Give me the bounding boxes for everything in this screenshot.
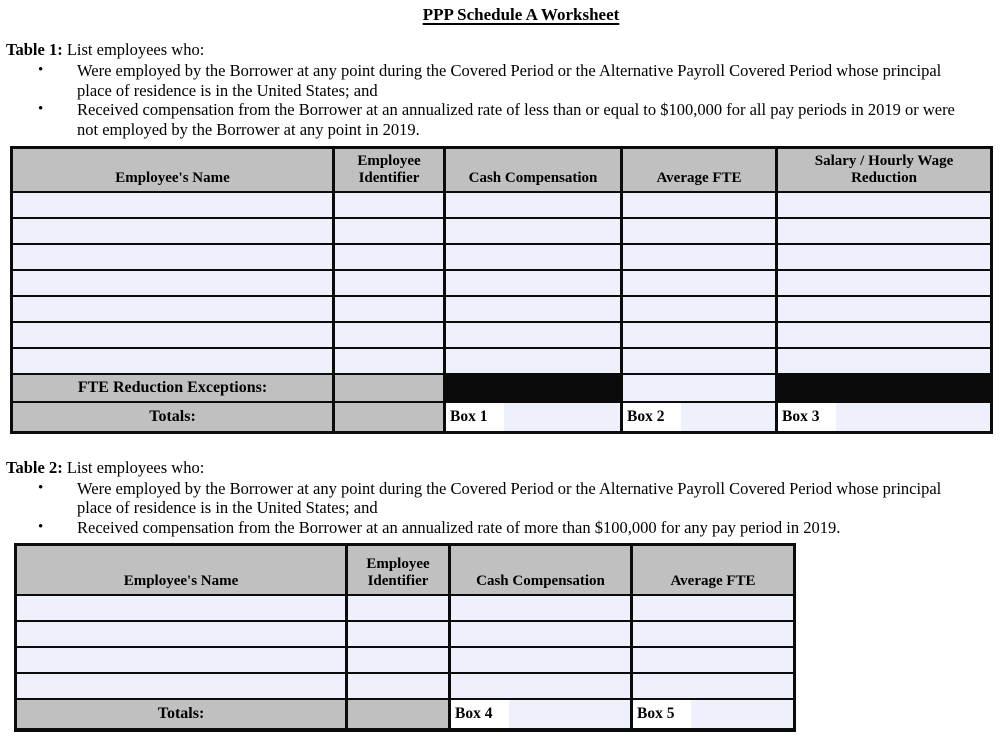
box1-total-field[interactable] bbox=[445, 402, 622, 433]
cash-compensation-field[interactable] bbox=[445, 296, 622, 322]
fte-exceptions-average-fte-field[interactable] bbox=[622, 374, 777, 402]
employee-name-field[interactable] bbox=[12, 348, 334, 374]
bullet-text: Were employed by the Borrower at any point during the Covered Period or the Alternative Payroll Covered Period whose principal place of residence is in the United States; and bbox=[77, 478, 942, 517]
page-title-text: PPP Schedule A Worksheet bbox=[422, 5, 620, 24]
employee-identifier-field[interactable] bbox=[347, 673, 450, 699]
table1-heading bbox=[6, 40, 1000, 59]
table1-bullet-2 bbox=[38, 100, 968, 139]
employee-name-field[interactable] bbox=[12, 244, 334, 270]
cash-compensation-field[interactable] bbox=[445, 218, 622, 244]
box3-total-field[interactable] bbox=[777, 402, 992, 433]
wage-reduction-field[interactable] bbox=[777, 296, 992, 322]
table1-fte-exceptions-row bbox=[12, 374, 992, 402]
page-title bbox=[42, 0, 1000, 25]
employee-name-field[interactable] bbox=[12, 192, 334, 218]
wage-reduction-field[interactable] bbox=[777, 270, 992, 296]
box5-label: Box 5 bbox=[633, 700, 691, 728]
employee-identifier-field[interactable] bbox=[334, 348, 445, 374]
table2-empty-row bbox=[16, 621, 795, 647]
wage-reduction-field[interactable] bbox=[777, 218, 992, 244]
wage-reduction-field[interactable] bbox=[777, 244, 992, 270]
table1-col-employees-name: Employee's Name bbox=[12, 148, 334, 192]
cash-compensation-field[interactable] bbox=[450, 595, 632, 621]
box2-total-field[interactable] bbox=[622, 402, 777, 433]
employee-name-field[interactable] bbox=[12, 322, 334, 348]
table2-empty-row bbox=[16, 673, 795, 699]
table1-totals-row bbox=[12, 402, 992, 433]
table1-col-cash-compensation: Cash Compensation bbox=[445, 148, 622, 192]
table2 bbox=[14, 543, 796, 732]
average-fte-field[interactable] bbox=[622, 348, 777, 374]
cash-compensation-field[interactable] bbox=[445, 270, 622, 296]
average-fte-field[interactable] bbox=[632, 673, 795, 699]
table2-col-employee-identifier: Employee Identifier bbox=[347, 545, 450, 595]
employee-name-field[interactable] bbox=[12, 270, 334, 296]
average-fte-field[interactable] bbox=[622, 192, 777, 218]
bullet-icon: • bbox=[38, 479, 44, 496]
table2-col-employees-name: Employee's Name bbox=[16, 545, 347, 595]
table1-intro: List employees who: bbox=[66, 40, 205, 59]
table1-col-average-fte: Average FTE bbox=[622, 148, 777, 192]
box5-total-field[interactable] bbox=[632, 699, 795, 730]
bullet-text: Received compensation from the Borrower at an annualized rate of less than or equal to $100,000 for all pay periods in 2019 or were not employed by the Borrower at any point in 2019. bbox=[77, 100, 955, 139]
table2-totals-label: Totals: bbox=[16, 699, 347, 730]
box4-label: Box 4 bbox=[451, 700, 509, 728]
employee-identifier-field[interactable] bbox=[334, 192, 445, 218]
table1-bullet-1 bbox=[38, 61, 968, 100]
employee-identifier-field[interactable] bbox=[347, 595, 450, 621]
table2-heading bbox=[6, 458, 1000, 477]
table1-col-wage-reduction: Salary / Hourly Wage Reduction bbox=[777, 148, 992, 192]
table1-totals-label: Totals: bbox=[12, 402, 334, 433]
table2-intro: List employees who: bbox=[66, 457, 205, 477]
table1-empty-row bbox=[12, 192, 992, 218]
table1-header-row bbox=[12, 148, 992, 192]
table2-totals-row bbox=[16, 699, 795, 730]
identifier-na-cell bbox=[347, 699, 450, 730]
table1-empty-row bbox=[12, 244, 992, 270]
wage-reduction-field[interactable] bbox=[777, 322, 992, 348]
average-fte-field[interactable] bbox=[632, 595, 795, 621]
employee-identifier-field[interactable] bbox=[347, 621, 450, 647]
wage-reduction-field[interactable] bbox=[777, 348, 992, 374]
employee-name-field[interactable] bbox=[12, 296, 334, 322]
bullet-icon: • bbox=[38, 62, 44, 78]
average-fte-field[interactable] bbox=[632, 621, 795, 647]
employee-name-field[interactable] bbox=[16, 673, 347, 699]
box4-total-field[interactable] bbox=[450, 699, 632, 730]
cash-compensation-field[interactable] bbox=[450, 621, 632, 647]
table2-bullet-2 bbox=[38, 518, 968, 538]
table1 bbox=[10, 146, 993, 434]
average-fte-field[interactable] bbox=[622, 322, 777, 348]
box1-label: Box 1 bbox=[446, 403, 504, 431]
bullet-text: Received compensation from the Borrower at an annualized rate of more than $100,000 for any pay period in 2019. bbox=[77, 517, 841, 537]
employee-name-field[interactable] bbox=[12, 218, 334, 244]
blocked-cell bbox=[445, 374, 622, 402]
employee-name-field[interactable] bbox=[16, 595, 347, 621]
wage-reduction-field[interactable] bbox=[777, 192, 992, 218]
fte-reduction-exceptions-label: FTE Reduction Exceptions: bbox=[12, 374, 334, 402]
average-fte-field[interactable] bbox=[622, 244, 777, 270]
table2-empty-row bbox=[16, 647, 795, 673]
employee-name-field[interactable] bbox=[16, 621, 347, 647]
average-fte-field[interactable] bbox=[622, 218, 777, 244]
average-fte-field[interactable] bbox=[632, 647, 795, 673]
employee-identifier-field[interactable] bbox=[334, 218, 445, 244]
table2-bullet-1 bbox=[38, 479, 968, 518]
employee-name-field[interactable] bbox=[16, 647, 347, 673]
table2-label: Table 2: bbox=[6, 457, 63, 477]
bullet-icon: • bbox=[38, 518, 44, 535]
employee-identifier-field[interactable] bbox=[347, 647, 450, 673]
table1-empty-row bbox=[12, 296, 992, 322]
table1-label: Table 1: bbox=[6, 40, 63, 59]
cash-compensation-field[interactable] bbox=[450, 673, 632, 699]
cash-compensation-field[interactable] bbox=[445, 244, 622, 270]
employee-identifier-field[interactable] bbox=[334, 322, 445, 348]
table1-empty-row bbox=[12, 348, 992, 374]
average-fte-field[interactable] bbox=[622, 270, 777, 296]
table1-empty-row bbox=[12, 322, 992, 348]
employee-identifier-field[interactable] bbox=[334, 270, 445, 296]
bullet-icon: • bbox=[38, 101, 44, 117]
table2-header-row bbox=[16, 545, 795, 595]
identifier-na-cell bbox=[334, 374, 445, 402]
table2-col-cash-compensation: Cash Compensation bbox=[450, 545, 632, 595]
table1-col-employee-identifier: Employee Identifier bbox=[334, 148, 445, 192]
identifier-na-cell bbox=[334, 402, 445, 433]
bullet-text: Were employed by the Borrower at any point during the Covered Period or the Alternative Payroll Covered Period whose principal place of residence is in the United States; and bbox=[77, 61, 942, 100]
average-fte-field[interactable] bbox=[622, 296, 777, 322]
cash-compensation-field[interactable] bbox=[445, 192, 622, 218]
box2-label: Box 2 bbox=[623, 403, 681, 431]
table2-col-average-fte: Average FTE bbox=[632, 545, 795, 595]
cash-compensation-field[interactable] bbox=[445, 348, 622, 374]
cash-compensation-field[interactable] bbox=[445, 322, 622, 348]
blocked-cell bbox=[777, 374, 992, 402]
table1-empty-row bbox=[12, 218, 992, 244]
cash-compensation-field[interactable] bbox=[450, 647, 632, 673]
box3-label: Box 3 bbox=[778, 403, 836, 431]
table1-empty-row bbox=[12, 270, 992, 296]
table2-empty-row bbox=[16, 595, 795, 621]
employee-identifier-field[interactable] bbox=[334, 244, 445, 270]
employee-identifier-field[interactable] bbox=[334, 296, 445, 322]
